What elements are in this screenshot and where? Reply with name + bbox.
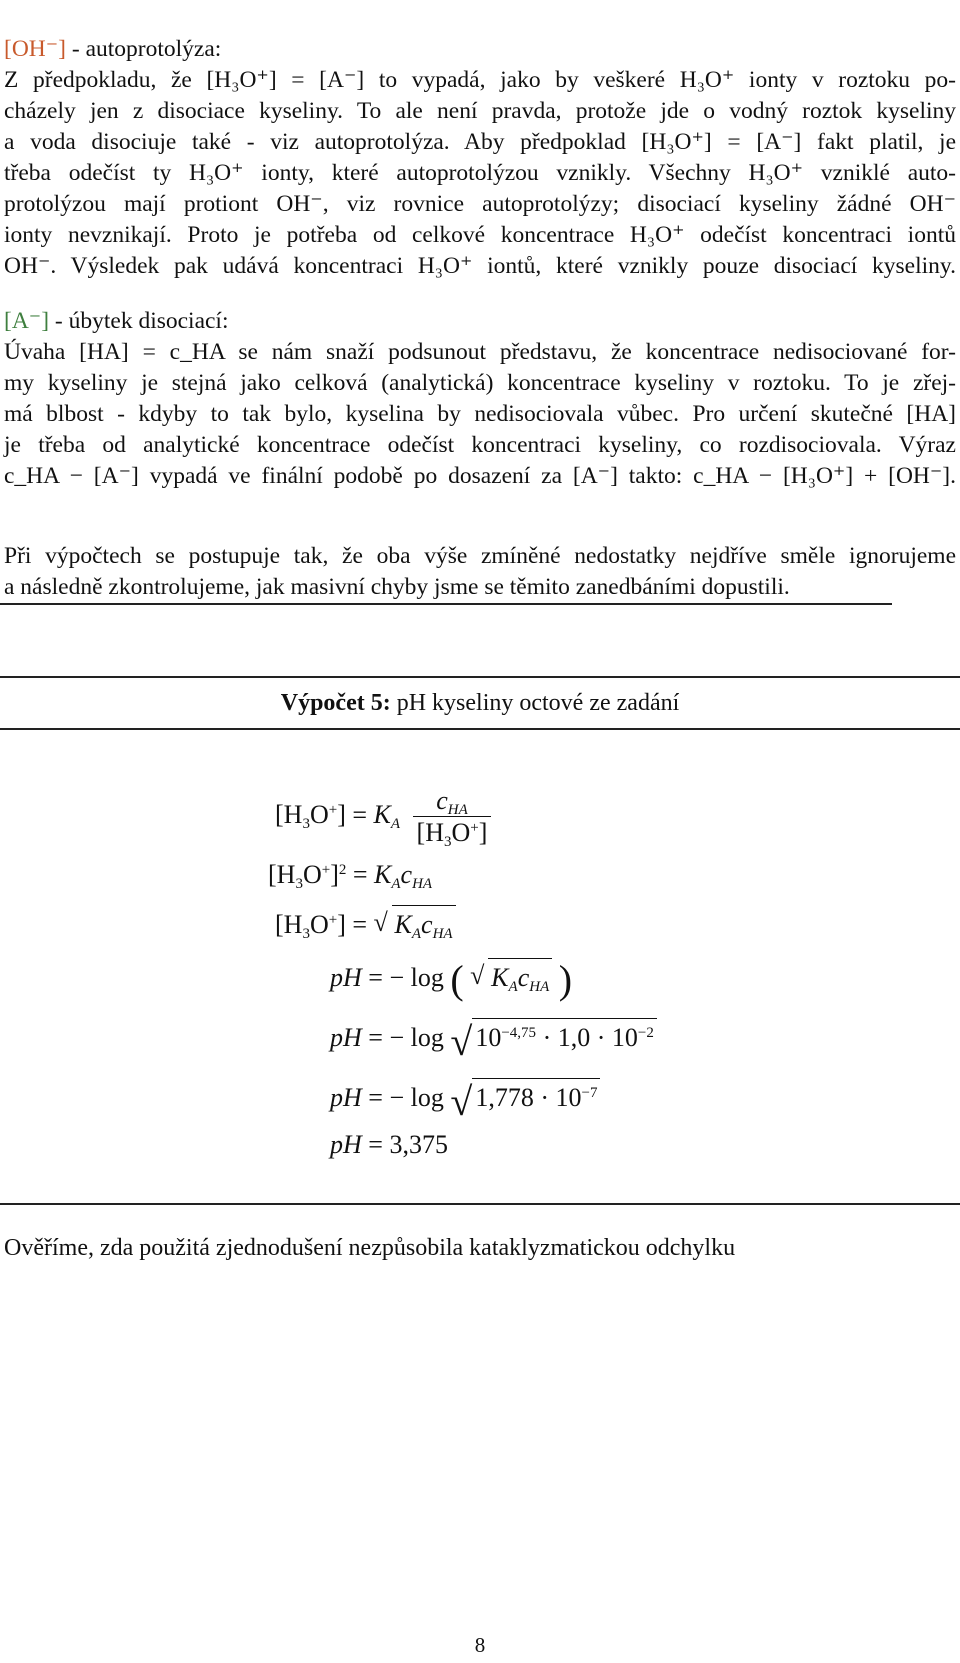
- footer-text: Ověříme, zda použitá zjednodušení nezpůsobila kataklyzmatickou odchylku: [4, 1235, 736, 1261]
- a-line-2: my kyseliny je stejná jako celková (analytická) koncentrace kyseliny v roztoku. To je zřej-: [4, 370, 956, 396]
- summary-line-1: Při výpočtech se postupuje tak, že oba výše zmíněné nedostatky nejdříve směle ignorujeme: [4, 543, 956, 569]
- oh-line-3: a voda disociuje také - viz autoprotolýza. Aby předpoklad [H₃O⁺] = [A⁻] fakt platil, je: [4, 129, 956, 155]
- oh-line-7: OH⁻. Výsledek pak udává koncentraci H₃O⁺ iontů, které vznikly pouze disociací kyseliny.: [4, 253, 956, 279]
- a-line-1: Úvaha [HA] = c_HA se nám snaží podsunout představu, že koncentrace nedisociované for-: [4, 339, 956, 365]
- summary-line-2: a následně zkontrolujeme, jak masivní chyby jsme se těmito zanedbáními dopustili.: [4, 574, 790, 600]
- calc-title-rule: [0, 728, 960, 730]
- equation-5: pH = − log √ $10^{-4,75} \cdot 1,0 \cdot 10^{-2}$: [330, 1018, 657, 1055]
- oh-line-5: protolýzou mají protiont OH⁻, viz rovnice autoprotolýzy; disociací kyseliny žádné OH⁻: [4, 191, 956, 217]
- equation-3: $[H_3O^+]$ = √ $K_Ac_{HA}$: [275, 905, 456, 942]
- equation-2: $[H_3O^+]^2 = K_Ac_{HA}$: [268, 860, 433, 892]
- a-heading-rest: - úbytek disociací:: [49, 308, 229, 334]
- equation-7: pH = 3,375: [330, 1130, 448, 1159]
- section-oh: [4, 34, 956, 282]
- calc-title-bold: Výpočet 5:: [280, 690, 391, 716]
- calc-title-rest: pH kyseliny octové ze zadání: [390, 690, 680, 716]
- oh-line-1: Z předpokladu, že [H₃O⁺] = [A⁻] to vypadá, jako by veškeré H₃O⁺ ionty v roztoku po-: [4, 67, 956, 93]
- page-number: 8: [474, 1633, 486, 1657]
- oh-line-6: ionty nevznikají. Proto je potřeba od celkové koncentrace H₃O⁺ odečíst koncentraci iontů: [4, 222, 956, 248]
- ph-result: 3,375: [389, 1130, 448, 1159]
- oh-term: [OH⁻]: [4, 36, 66, 62]
- a-line-3: má blbost - kdyby to tak bylo, kyselina by nedisociovala vůbec. Pro určení skutečné [HA]: [4, 401, 956, 427]
- sqrt-symbol: √ $K_Ac_{HA}$: [374, 905, 456, 942]
- equation-4: pH = − log ( √ $K_Ac_{HA}$ ): [330, 957, 573, 1003]
- exponent-1: −4,75: [501, 1025, 537, 1041]
- a-line-4: je třeba od analytické koncentrace odečíst koncentraci kyseliny, co rozdisociovala. Výraz: [4, 432, 956, 458]
- summary-paragraph: [4, 541, 956, 603]
- section-a-heading: [4, 306, 956, 337]
- section-oh-heading: [4, 34, 956, 65]
- equation-1: $[H_3O^+] = K_A$ $\frac{c_{HA}}{[H_3O^+]}$: [275, 786, 491, 849]
- equation-6: pH = − log √ $1,778 \cdot 10^{-7}$: [330, 1078, 600, 1115]
- exponent-2: −2: [637, 1025, 654, 1041]
- calc-bottom-rule: [0, 1203, 960, 1205]
- a-term: [A⁻]: [4, 308, 50, 334]
- exponent-3: −7: [581, 1085, 598, 1101]
- oh-heading-rest: - autoprotolýza:: [66, 36, 222, 62]
- oh-line-2: cházely jen z disociace kyseliny. To ale není pravda, protože jde o vodný roztok kyseliny: [4, 98, 956, 124]
- section-a: [4, 306, 956, 492]
- oh-line-4: třeba odečíst ty H₃O⁺ ionty, které autoprotolýzou vznikly. Všechny H₃O⁺ vzniklé auto-: [4, 160, 956, 186]
- calc-top-rule: [0, 676, 960, 678]
- mantissa: 1,778: [475, 1083, 534, 1112]
- multiplier: 1,0: [557, 1023, 591, 1052]
- summary-underline: [0, 603, 892, 605]
- calc-title: [0, 688, 960, 719]
- a-line-5: c_HA − [A⁻] vypadá ve finální podobě po dosazení za [A⁻] takto: c_HA − [H₃O⁺] + [OH⁻].: [4, 463, 956, 489]
